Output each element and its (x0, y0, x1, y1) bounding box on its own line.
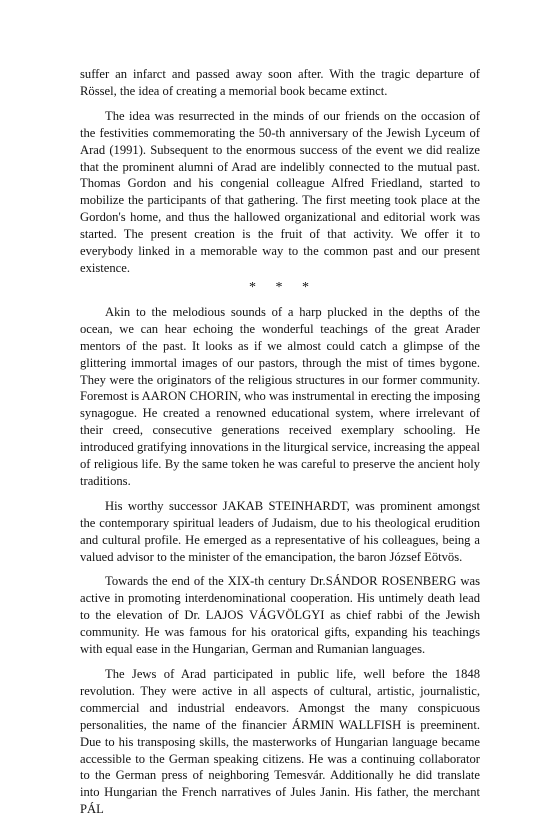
paragraph-rossel-ending: suffer an infarct and passed away soon after. With the tragic departure of Rössel, the idea of creating a memorial book became extinct. (80, 67, 480, 98)
document-page (80, 66, 480, 818)
paragraph-rosenberg: Towards the end of the XIX-th century Dr.SÁNDOR ROSENBERG was active in promoting interdenominational cooperation. His untimely death lead to the elevation of Dr. LAJOS VÁGVÖLGYI as chief rabbi of the Jewish community. He was famous for his oratorical gifts, expanding his teachings with equal ease in the Hungarian, German and Rumanian languages. (80, 574, 480, 657)
paragraph-idea-resurrected: The idea was resurrected in the minds of our friends on the occasion of the festivities commemorating the 50-th anniversary of the Jewish Lyceum of Arad (1991). Subsequent to the enormous success of the event we did realize that the prominent alumni of Arad are indelibly connected to the mutual past. Thomas Gordon and his congenial colleague Alfred Friedland, started to mobilize the participants of that gathering. The first meeting took place at the Gordon's home, and thus the hallowed organizational and editorial work was started. The present creation is the fruit of that activity. We offer it to everybody linked in a memorable way to the common past and our present existence. (80, 108, 480, 275)
section-separator: * * * (249, 279, 317, 295)
paragraph-jews-of-arad: The Jews of Arad participated in public life, well before the 1848 revolution. They were active in all aspects of cultural, artistic, journalistic, commercial and industrial endeavors. Amongst the many conspicuous personalities, the name of the financier ÁRMIN WALLFISH is preeminent. Due to his transposing skills, the masterworks of Hungarian language became accessible to the German speaking citizens. He was a continuing collaborator to the German press of neighboring Temesvár. Additionally he did translate into Hungarian the French narratives of Jules Janin. His father, the merchant PÁL (80, 667, 480, 817)
paragraph-harp-mentors: Akin to the melodious sounds of a harp plucked in the depths of the ocean, we can hear echoing the wonderful teachings of the great Arader mentors of the past. It looks as if we almost could catch a glimpse of the glittering immortal images of our pastors, through the mist of times bygone. They were the originators of the religious structures in our former community. Foremost is AARON CHORIN, who was instrumental in erecting the imposing synagogue. He created a renowned educational system, where irrelevant of their creed, consecutive generations received exemplary schooling. He introduced gratifying innovations in the liturgical service, increasing the appeal of religious life. By the same token he was careful to preserve the ancient holy traditions. (80, 304, 480, 488)
paragraph-steinhardt: His worthy successor JAKAB STEINHARDT, was prominent amongst the contemporary spiritual leaders of Judaism, due to his theological erudition and cultural profile. He emerged as a representative of his colleagues, being a valued advisor to the minister of the emancipation, the baron József Eötvös. (80, 498, 480, 564)
